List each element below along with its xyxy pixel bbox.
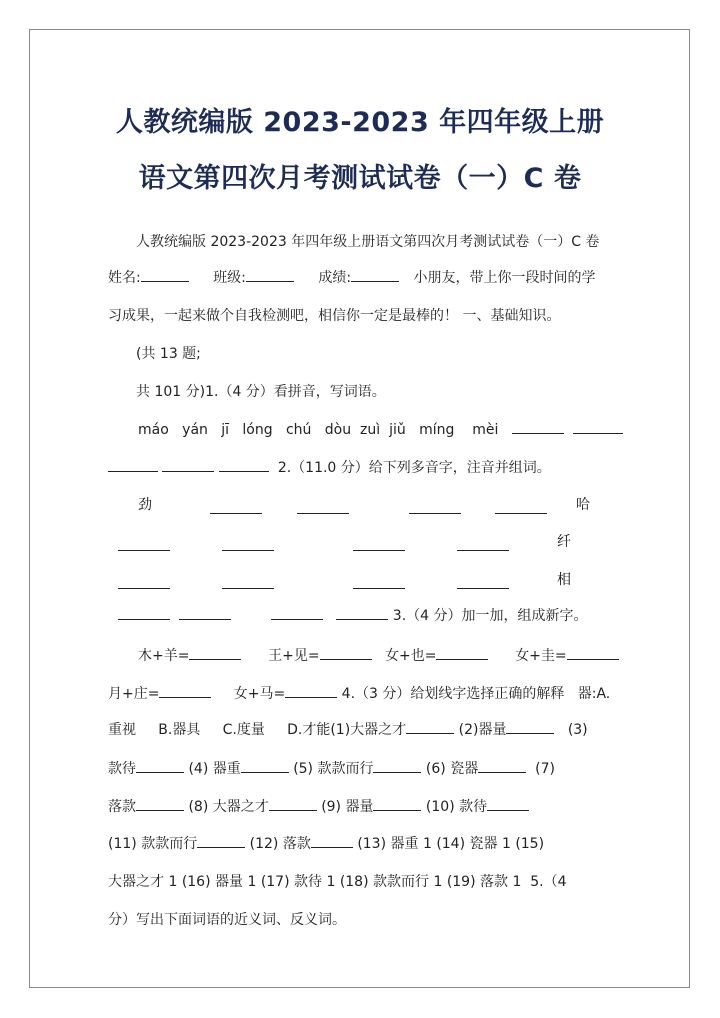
q4-part-12: (12) 落款 bbox=[249, 836, 311, 852]
q2-char-2: 哈 bbox=[576, 497, 590, 513]
q2-blank-12[interactable] bbox=[457, 575, 509, 589]
intro-heading: 人教统编版 2023-2023 年四年级上册语文第四次月考测试试卷（一）C 卷 bbox=[136, 234, 600, 250]
q3-item-6: 女+马= bbox=[233, 686, 286, 702]
q4-option-a: 重视 bbox=[108, 722, 136, 738]
q2-blank-10[interactable] bbox=[222, 575, 274, 589]
q4-answer-6[interactable] bbox=[478, 759, 526, 773]
q4-line3 bbox=[108, 797, 618, 817]
q4-part-17: (17) 款待 1 bbox=[260, 874, 336, 890]
question-5-intro-cont: 分）写出下面词语的近义词、反义词。 bbox=[108, 912, 346, 928]
pinyin-1: máo bbox=[138, 422, 169, 438]
q4-word: 器:A. bbox=[577, 686, 611, 702]
q4-answer-10[interactable] bbox=[487, 797, 529, 811]
q1-answer-1[interactable] bbox=[512, 420, 564, 434]
q1-answer-5[interactable] bbox=[219, 458, 269, 472]
q3-item-4: 女+圭= bbox=[515, 648, 567, 664]
student-info-line bbox=[108, 268, 614, 288]
q3-item-1: 木+羊= bbox=[138, 648, 190, 664]
pinyin-6: dòu bbox=[324, 422, 352, 438]
page-title-line1: 人教统编版 2023-2023 年四年级上册 bbox=[115, 107, 605, 138]
q4-part-15: (15) bbox=[515, 836, 545, 852]
q4-answer-11[interactable] bbox=[197, 834, 245, 848]
q2-blank-4[interactable] bbox=[495, 500, 547, 514]
q3-answer-4[interactable] bbox=[567, 646, 619, 660]
class-label: 班级: bbox=[213, 270, 246, 286]
q3-item-2: 王+见= bbox=[268, 648, 320, 664]
greeting-text-cont: 习成果，一起来做个自我检测吧，相信你一定是最棒的！ 一、基础知识。 bbox=[108, 308, 561, 324]
q4-line5 bbox=[108, 872, 618, 892]
greeting-text: 小朋友，带上你一段时间的学 bbox=[413, 270, 596, 286]
q4-answer-9[interactable] bbox=[373, 797, 421, 811]
q1-answer-3[interactable] bbox=[108, 458, 158, 472]
q4-answer-1[interactable] bbox=[406, 720, 454, 734]
q4-answer-12[interactable] bbox=[311, 834, 353, 848]
q2-blank-7[interactable] bbox=[353, 537, 405, 551]
q4-answer-5[interactable] bbox=[373, 759, 421, 773]
q4-part-8: (8) 大器之才 bbox=[188, 799, 269, 815]
pinyin-8: jiǔ bbox=[389, 422, 406, 438]
q3-item-3: 女+也= bbox=[385, 648, 437, 664]
q1-pinyin-line bbox=[138, 420, 618, 440]
q2-blank-2[interactable] bbox=[297, 500, 349, 514]
q3-answer-5[interactable] bbox=[159, 684, 211, 698]
q3-line2 bbox=[108, 684, 618, 704]
q2-blank-8[interactable] bbox=[457, 537, 509, 551]
page-title-line2: 语文第四次月考测试试卷（一）C 卷 bbox=[138, 163, 582, 194]
q3-item-5: 月+庄= bbox=[108, 686, 160, 702]
score-field[interactable] bbox=[351, 268, 399, 282]
q2-blank-1[interactable] bbox=[210, 500, 262, 514]
q4-part-4: (4) 器重 bbox=[188, 761, 241, 777]
q2-char-3: 纤 bbox=[557, 534, 571, 550]
q3-answer-6[interactable] bbox=[285, 684, 337, 698]
q4-line2 bbox=[108, 759, 618, 779]
q4-option-c: C.度量 bbox=[222, 722, 265, 738]
pinyin-7: zuì bbox=[360, 422, 381, 438]
question-1-intro: 共 101 分)1.（4 分）看拼音，写词语。 bbox=[136, 384, 386, 400]
q2-blank-16[interactable] bbox=[336, 606, 388, 620]
q4-part-18: (18) 款款而行 1 bbox=[339, 874, 443, 890]
pinyin-10: mèi bbox=[472, 422, 499, 438]
q3-answer-1[interactable] bbox=[189, 646, 241, 660]
q4-option-d: D.才能(1)大器之才 bbox=[287, 722, 407, 738]
q2-blank-6[interactable] bbox=[222, 537, 274, 551]
q4-part-19: (19) 落款 1 bbox=[446, 874, 522, 890]
q3-answer-3[interactable] bbox=[436, 646, 488, 660]
q2-blank-3[interactable] bbox=[409, 500, 461, 514]
q1-answers-line2 bbox=[108, 458, 614, 478]
q4-answer-3[interactable] bbox=[136, 759, 184, 773]
question-3-intro: 3.（4 分）加一加，组成新字。 bbox=[392, 608, 588, 624]
name-label: 姓名: bbox=[108, 270, 141, 286]
q4-part-10: (10) 款待 bbox=[425, 799, 488, 815]
q4-part-16: (16) 器量 1 bbox=[181, 874, 257, 890]
q4-answer-8[interactable] bbox=[269, 797, 317, 811]
q2-blank-14[interactable] bbox=[179, 606, 231, 620]
q2-char-4: 相 bbox=[557, 572, 571, 588]
q2-last-line bbox=[118, 606, 618, 626]
q4-answer-2[interactable] bbox=[506, 720, 554, 734]
question-5-intro: 5.（4 bbox=[530, 874, 567, 890]
q4-part-2: (2)器量 bbox=[458, 722, 507, 738]
q4-part-11: (11) 款款而行 bbox=[108, 836, 198, 852]
question-count: (共 13 题; bbox=[136, 346, 201, 362]
q2-blank-13[interactable] bbox=[118, 606, 170, 620]
q4-part-15b: 大器之才 1 bbox=[108, 874, 178, 890]
q4-option-b: B.器具 bbox=[158, 722, 201, 738]
q1-answer-2[interactable] bbox=[573, 420, 623, 434]
question-4-intro: 4.（3 分）给划线字选择正确的解释 bbox=[341, 686, 565, 702]
q4-part-6: (6) 瓷器 bbox=[425, 761, 479, 777]
q4-part-14: (14) 瓷器 1 bbox=[436, 836, 511, 852]
name-field[interactable] bbox=[141, 268, 189, 282]
q4-part-7: (7) bbox=[535, 761, 555, 777]
class-field[interactable] bbox=[246, 268, 294, 282]
q4-part-3b: 款待 bbox=[108, 761, 136, 777]
q2-char-1: 劲 bbox=[138, 497, 152, 513]
q2-blank-9[interactable] bbox=[118, 575, 170, 589]
q4-line1 bbox=[108, 720, 618, 740]
q4-part-5: (5) 款款而行 bbox=[293, 761, 374, 777]
q4-part-13: (13) 器重 1 bbox=[357, 836, 432, 852]
pinyin-3: jī bbox=[221, 422, 230, 438]
pinyin-4: lóng bbox=[242, 422, 273, 438]
q3-line1 bbox=[138, 646, 618, 666]
q2-blank-11[interactable] bbox=[353, 575, 405, 589]
q3-answer-2[interactable] bbox=[320, 646, 372, 660]
question-2-intro: 2.（11.0 分）给下列多音字，注音并组词。 bbox=[277, 460, 551, 476]
q2-blank-15[interactable] bbox=[271, 606, 323, 620]
q4-line4 bbox=[108, 834, 618, 854]
score-label: 成绩: bbox=[318, 270, 352, 286]
q4-answer-4[interactable] bbox=[241, 759, 289, 773]
q4-part-3: (3) bbox=[567, 722, 588, 738]
q4-part-9: (9) 器量 bbox=[321, 799, 374, 815]
pinyin-5: chú bbox=[285, 422, 312, 438]
pinyin-9: míng bbox=[419, 422, 455, 438]
q4-answer-7[interactable] bbox=[136, 797, 184, 811]
pinyin-2: yán bbox=[182, 422, 208, 438]
q1-answer-4[interactable] bbox=[162, 458, 214, 472]
q2-blank-5[interactable] bbox=[118, 537, 170, 551]
q4-part-7b: 落款 bbox=[108, 799, 136, 815]
